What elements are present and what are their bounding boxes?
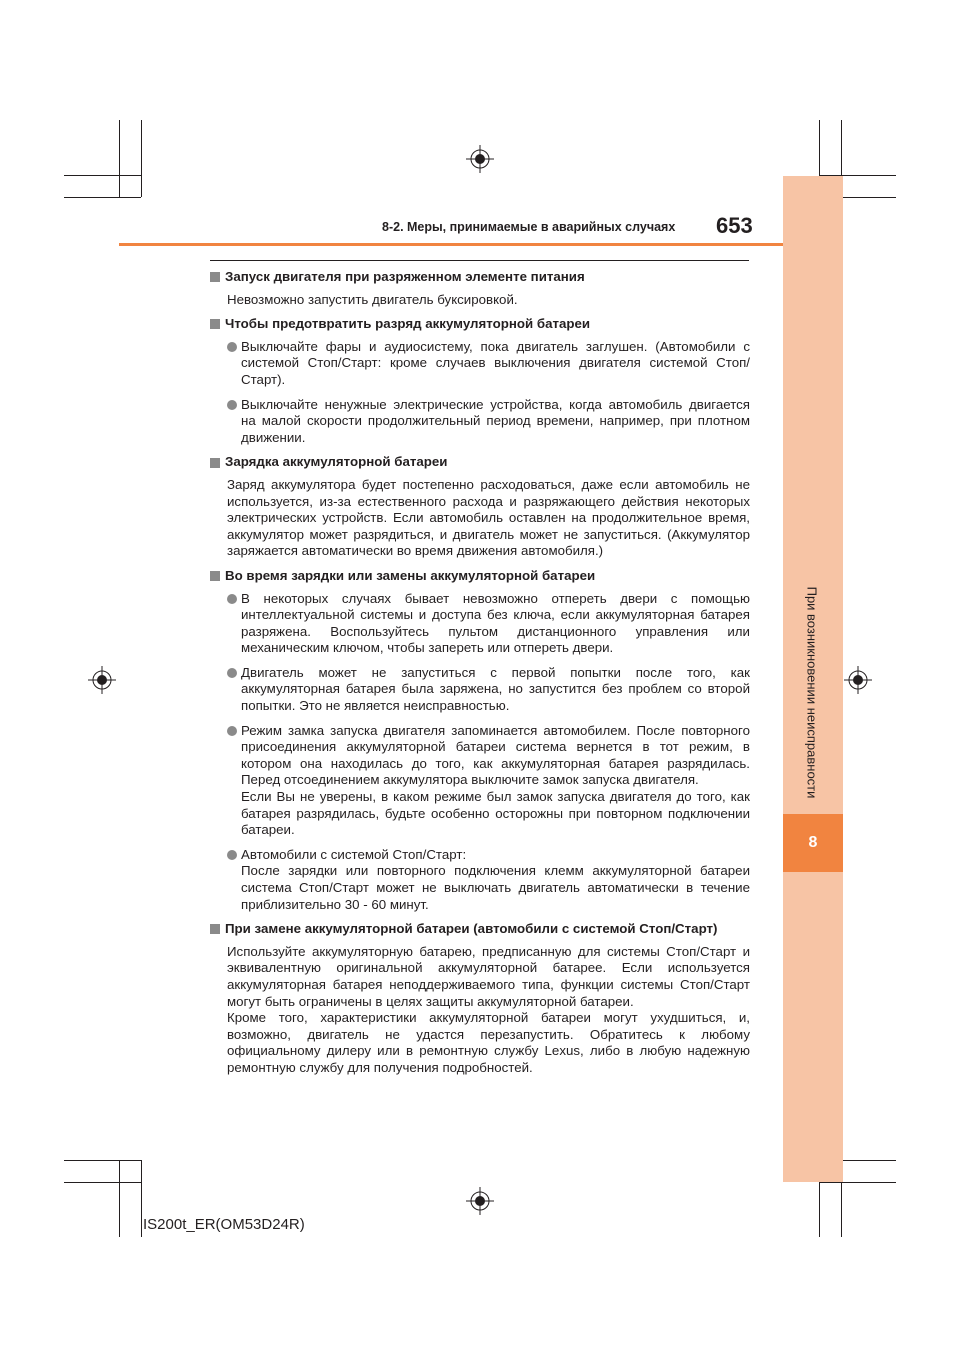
crop-mark [64, 1160, 141, 1161]
section-paragraph: Заряд аккумулятора будет постепенно расходоваться, даже если автомобиль не используется, из-за естественного расхода и разряжающего действия некоторых электрических устройств. Если автомобиль оставлен на продолжительное время, аккумулятор может разрядиться, и двигатель может не запуститься. (Аккумулятор заряжается автоматически во время движения автомобиля.) [227, 476, 750, 559]
section [210, 454, 750, 560]
crop-mark [819, 1182, 896, 1183]
section-title: При замене аккумуляторной батареи (автомобили с системой Стоп/Старт) [210, 921, 750, 938]
page-number: 653 [716, 213, 753, 238]
list-item: Выключайте фары и аудиосистему, пока двигатель заглушен. (Автомобили с системой Стоп/Старт: кроме случаев выключения двигателя системой Стоп/Старт). [227, 339, 750, 389]
section-paragraph: Используйте аккумуляторную батарею, предписанную для системы Стоп/Старт и эквивалентную оригинальной аккумуляторной батарее. Если используется аккумуляторная батарея неподдерживаемого типа, функции системы Стоп/Старт могут быть ограничены в целях защиты аккумуляторной батареи. Кроме того, характеристики аккумуляторной батареи могут ухудшиться, и, возможно, двигатель не удастся перезапустить. Обратитесь к любому официальному дилеру или в ремонтную службу Lexus, либо в любую надежную ремонтную службу для получения подробностей. [227, 943, 750, 1075]
crop-mark [141, 120, 142, 197]
section-paragraph: Невозможно запустить двигатель буксировкой. [227, 291, 518, 307]
crop-mark [141, 1160, 142, 1237]
section-header-title: 8-2. Меры, принимаемые в аварийных случаях [382, 220, 676, 234]
section [210, 316, 750, 446]
list-item: Двигатель может не запуститься с первой попытки после того, как аккумуляторная батарея была заряжена, но запустится без проблем со второй попытки. Это не является неисправностью. [227, 665, 750, 715]
round-bullet-icon [227, 850, 237, 860]
registration-mark-icon [844, 666, 872, 694]
round-bullet-icon [227, 668, 237, 678]
section-title: Чтобы предотвратить разряд аккумуляторной батареи [210, 316, 750, 333]
registration-mark-icon [466, 145, 494, 173]
registration-mark-icon [466, 1187, 494, 1215]
chapter-number: 8 [808, 834, 818, 851]
section-title: Запуск двигателя при разряженном элементе питания [210, 269, 750, 286]
list-item: Автомобили с системой Стоп/Старт: После зарядки или повторного подключения клемм аккумуляторной батареи система Стоп/Старт может не выключать двигатель автоматически в течение приблизительно 30 - 60 минут. [227, 847, 750, 913]
round-bullet-icon [227, 726, 237, 736]
crop-mark [64, 1182, 141, 1183]
round-bullet-icon [227, 400, 237, 410]
square-bullet-icon [210, 319, 220, 329]
side-tab-label-text: При возникновении неисправности [804, 586, 820, 798]
list-item: Режим замка запуска двигателя запоминается автомобилем. После повторного присоединения аккумуляторной батареи система вернется в тот режим, в котором она находилась до того, как аккумуляторная батарея разрядилась. Перед отсоединением аккумулятора выключите замок запуска двигателя. Если Вы не уверены, в каком режиме был замок запуска двигателя до того, как батарея разрядилась, будьте особенно осторожны при повторном подключении батареи. [227, 723, 750, 839]
section-title: Во время зарядки или замены аккумуляторной батареи [210, 568, 750, 585]
side-tab-label [800, 576, 824, 808]
square-bullet-icon [210, 272, 220, 282]
content-divider [210, 260, 749, 261]
square-bullet-icon [210, 571, 220, 581]
crop-mark [64, 197, 141, 198]
header-accent-line [119, 243, 783, 246]
round-bullet-icon [227, 594, 237, 604]
section [210, 921, 750, 1076]
round-bullet-icon [227, 342, 237, 352]
section [210, 568, 750, 913]
crop-mark [119, 1160, 120, 1237]
square-bullet-icon [210, 924, 220, 934]
list-item: В некоторых случаях бывает невозможно отпереть двери с помощью интеллектуальной системы и доступа без ключа, если аккумуляторная батарея разряжена. Воспользуйтесь пультом дистанционного управления или механическим ключом, чтобы запереть или отпереть двери. [227, 591, 750, 657]
square-bullet-icon [210, 458, 220, 468]
crop-mark [64, 175, 141, 176]
page-content [210, 269, 750, 1085]
list-item: Выключайте ненужные электрические устройства, когда автомобиль двигается на малой скорости продолжительный период времени, например, при плотном движении. [227, 397, 750, 447]
section [210, 269, 750, 308]
document-code: IS200t_ER(OM53D24R) [143, 1216, 305, 1233]
chapter-number-tab [783, 814, 843, 872]
section-title: Зарядка аккумуляторной батареи [210, 454, 750, 471]
crop-mark [119, 120, 120, 197]
registration-mark-icon [88, 666, 116, 694]
